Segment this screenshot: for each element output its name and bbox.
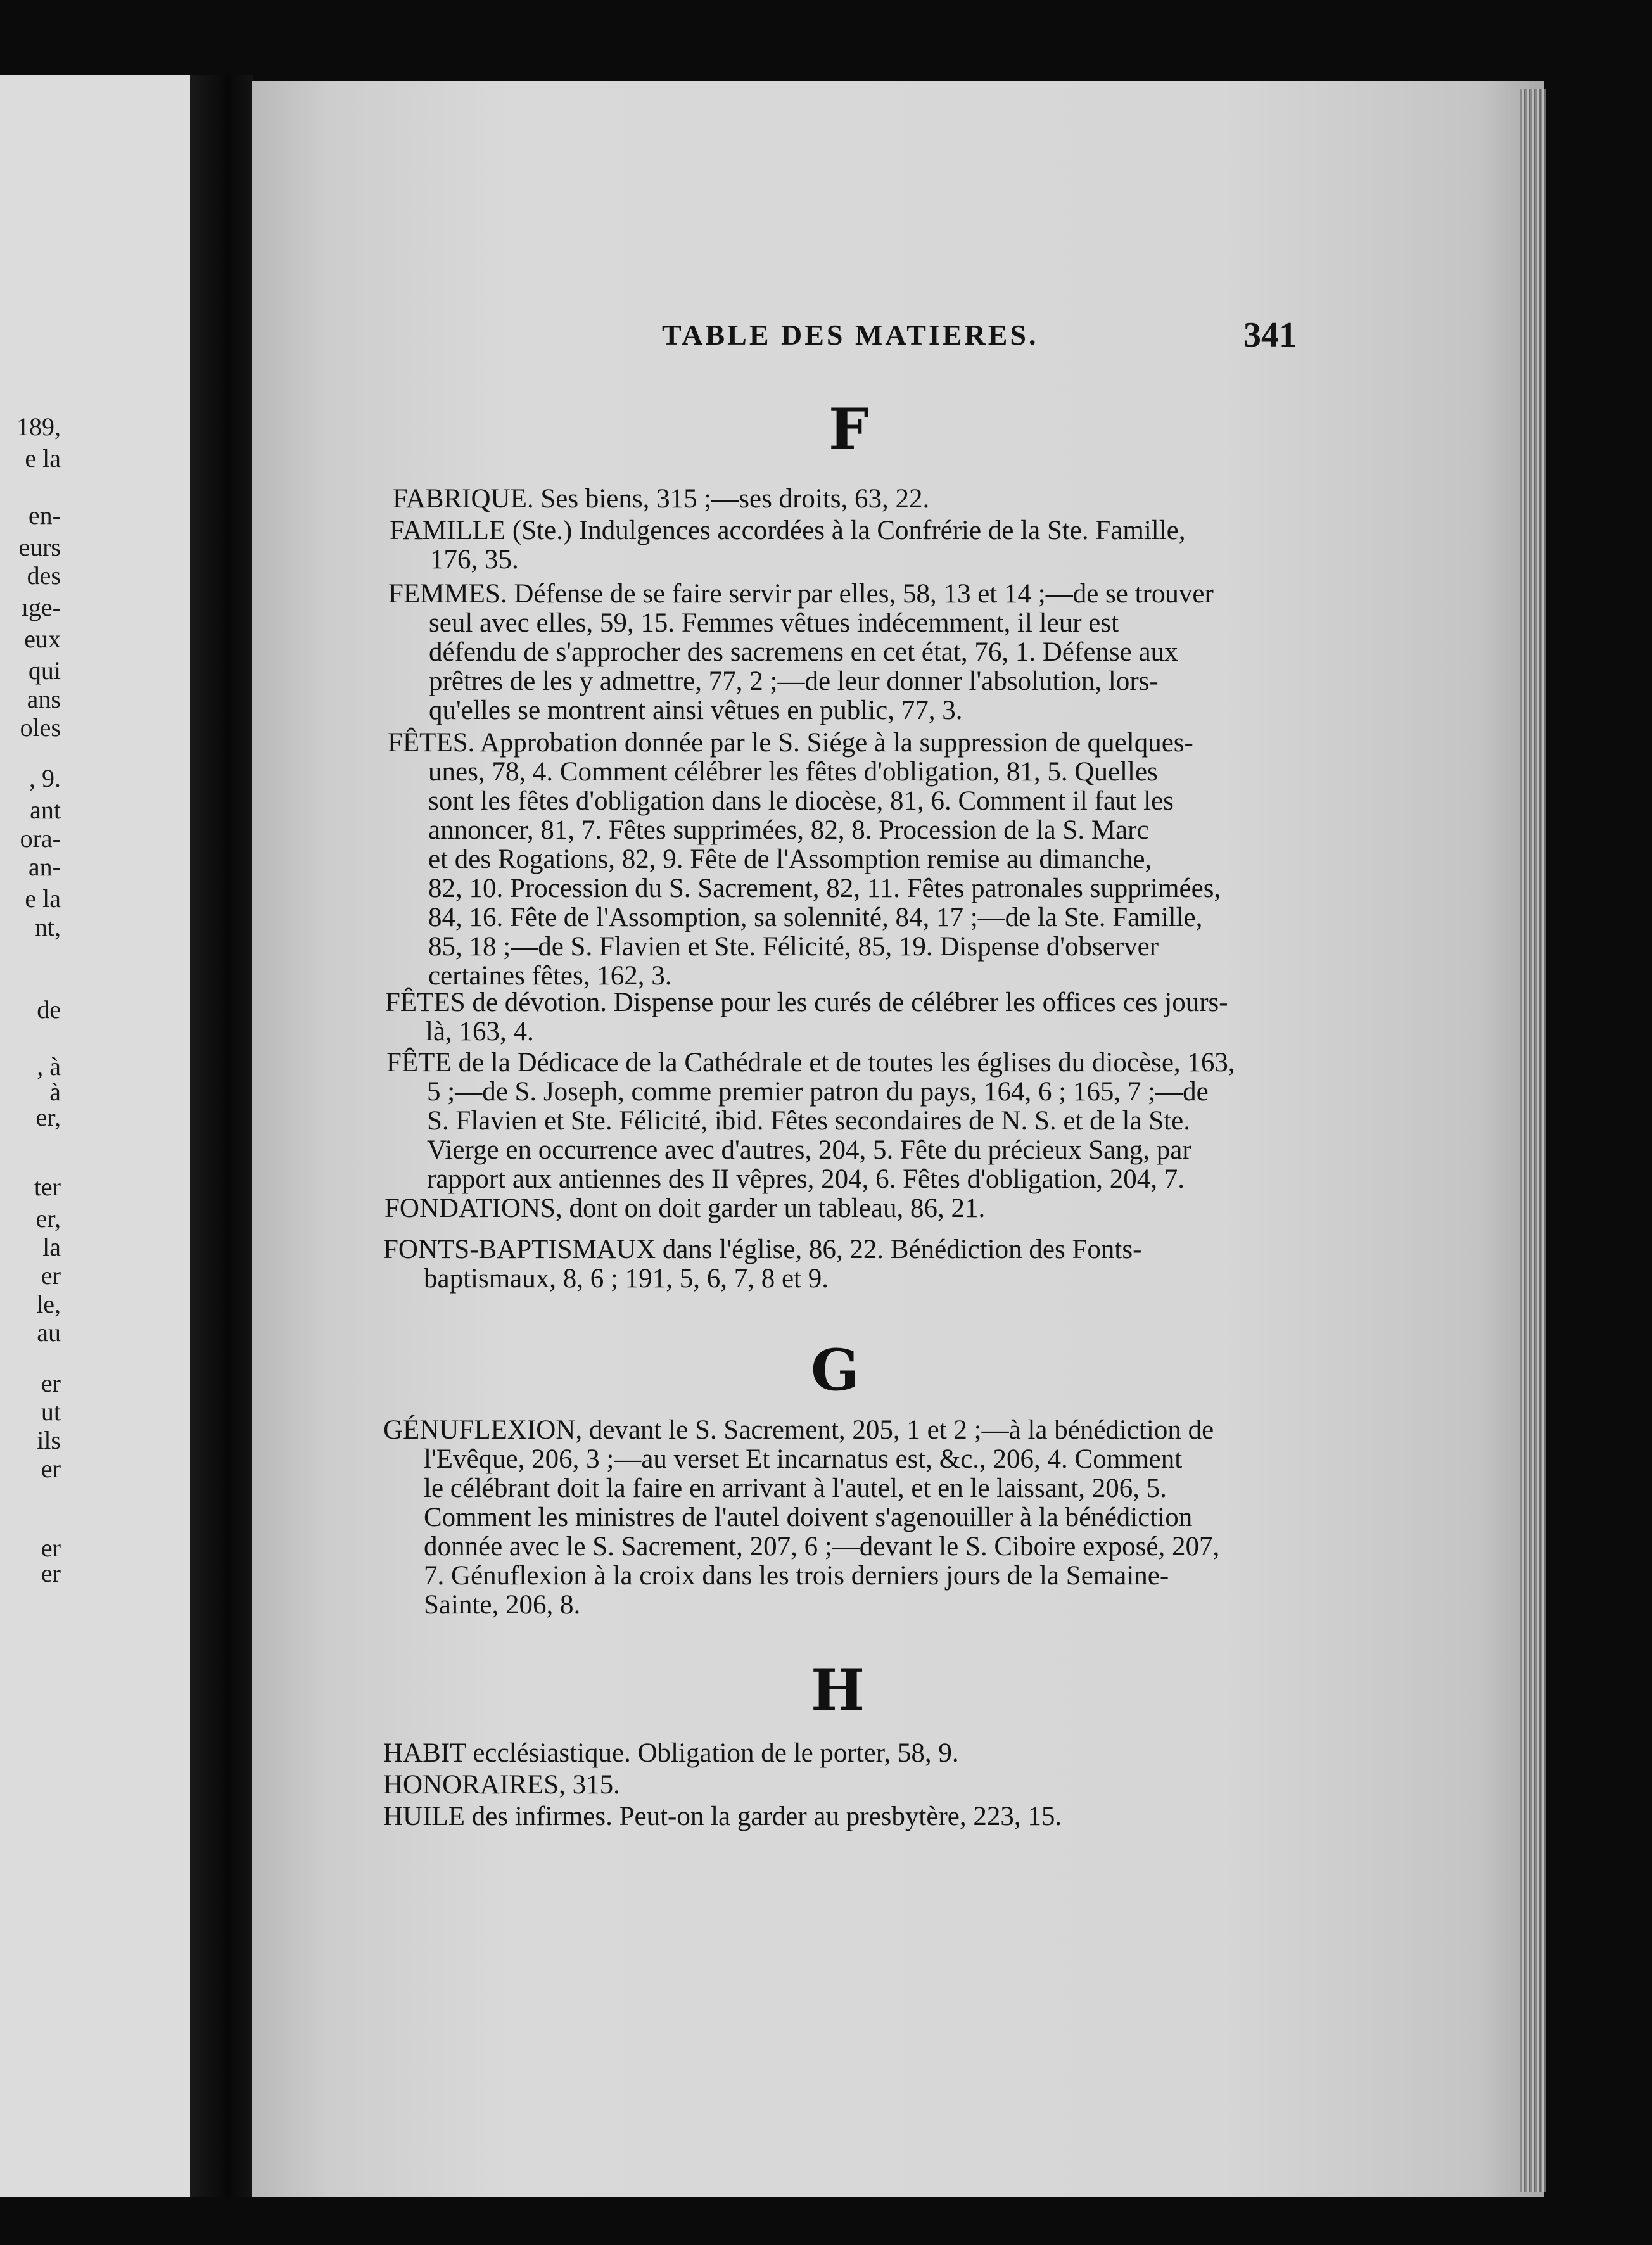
index-entry-line: l'Evêque, 206, 3 ;—au verset Et incarnatus est, &c., 206, 4. Comment bbox=[424, 1444, 1183, 1474]
left-page-text-fragment: ant bbox=[30, 796, 61, 824]
left-page-text-fragment: le, bbox=[36, 1290, 61, 1318]
left-page-text-fragment: à bbox=[49, 1078, 61, 1106]
left-page-text-fragment: e la bbox=[25, 884, 61, 913]
index-entry-line: certaines fêtes, 162, 3. bbox=[428, 961, 672, 991]
index-entry-line: HONORAIRES, 315. bbox=[383, 1770, 620, 1800]
index-entry-line: baptismaux, 8, 6 ; 191, 5, 6, 7, 8 et 9. bbox=[424, 1264, 829, 1294]
left-page-text-fragment: er bbox=[41, 1534, 61, 1562]
left-page-text-fragment: er, bbox=[35, 1103, 61, 1131]
index-entry-line: HUILE des infirmes. Peut-on la garder au presbytère, 223, 15. bbox=[383, 1802, 1062, 1831]
left-page-text-fragment: de bbox=[37, 995, 61, 1024]
index-entry-line: le célébrant doit la faire en arrivant à l'autel, et en le laissant, 206, 5. bbox=[424, 1473, 1167, 1503]
left-page-text-fragment: , à bbox=[37, 1052, 61, 1081]
index-entry bbox=[383, 1235, 1141, 1294]
index-entry-line: Comment les ministres de l'autel doivent s'agenouiller à la bénédiction bbox=[424, 1503, 1193, 1532]
left-page-text-fragment: la bbox=[42, 1233, 61, 1261]
left-page-text-fragment: des bbox=[27, 561, 61, 590]
left-page-text-fragment: er, bbox=[35, 1204, 61, 1233]
left-page-text-fragment: 189, bbox=[16, 412, 61, 441]
index-entry-line: FÊTES. Approbation donnée par le S. Siége à la suppression de quelques- bbox=[388, 728, 1193, 758]
left-page-text-fragment: nt, bbox=[34, 913, 61, 941]
left-page-text-fragment: eurs bbox=[18, 533, 61, 561]
index-entry-line: FONTS-BAPTISMAUX dans l'église, 86, 22. Bénédiction des Fonts- bbox=[383, 1235, 1142, 1264]
index-entry-line: unes, 78, 4. Comment célébrer les fêtes d'obligation, 81, 5. Quelles bbox=[428, 757, 1158, 787]
index-entry-line: là, 163, 4. bbox=[426, 1017, 534, 1046]
index-entry bbox=[383, 1416, 1219, 1620]
index-entry-line: 82, 10. Procession du S. Sacrement, 82, 11. Fêtes patronales supprimées, bbox=[428, 874, 1221, 903]
left-page-text-fragment: er bbox=[41, 1261, 61, 1290]
index-entry-line: Vierge en occurrence avec d'autres, 204, 5. Fête du précieux Sang, par bbox=[427, 1135, 1191, 1165]
index-entry bbox=[383, 1739, 959, 1768]
index-entry-line: donnée avec le S. Sacrement, 207, 6 ;—devant le S. Ciboire exposé, 207, bbox=[424, 1532, 1220, 1561]
index-entry-line: 84, 16. Fête de l'Assomption, sa solennité, 84, 17 ;—de la Ste. Famille, bbox=[428, 903, 1203, 932]
index-entry bbox=[385, 988, 1228, 1046]
index-entry-line: FÊTES de dévotion. Dispense pour les curés de célébrer les offices ces jours- bbox=[385, 988, 1228, 1017]
index-entry bbox=[383, 1802, 1062, 1831]
index-entry-line: défendu de s'approcher des sacremens en cet état, 76, 1. Défense aux bbox=[429, 637, 1178, 667]
left-page-text-fragment: eux bbox=[24, 625, 61, 653]
book-gutter bbox=[190, 75, 253, 2197]
index-entry bbox=[393, 485, 929, 514]
index-entry-line: HABIT ecclésiastique. Obligation de le porter, 58, 9. bbox=[383, 1738, 959, 1768]
left-page-text-fragment: er bbox=[41, 1454, 61, 1483]
left-page-text-fragment: en- bbox=[28, 501, 61, 530]
index-entry-line: prêtres de les y admettre, 77, 2 ;—de leur donner l'absolution, lors- bbox=[429, 666, 1159, 696]
index-entry bbox=[388, 580, 1214, 725]
page-number: 341 bbox=[1243, 315, 1297, 355]
left-page-text-fragment: ans bbox=[27, 685, 61, 713]
left-page-text-fragment: an- bbox=[28, 853, 61, 881]
left-page-text-fragment: er bbox=[41, 1559, 61, 1587]
left-page-fragment bbox=[0, 75, 190, 2197]
left-page-text-fragment: e la bbox=[25, 444, 61, 473]
index-entry-line: S. Flavien et Ste. Félicité, ibid. Fêtes secondaires de N. S. et de la Ste. bbox=[427, 1106, 1190, 1136]
index-entry-line: FABRIQUE. Ses biens, 315 ;—ses droits, 63, 22. bbox=[393, 484, 930, 514]
index-entry-line: annoncer, 81, 7. Fêtes supprimées, 82, 8. Procession de la S. Marc bbox=[428, 815, 1149, 845]
left-page-text-fragment: qui bbox=[28, 656, 61, 685]
index-entry-line: 85, 18 ;—de S. Flavien et Ste. Félicité, 85, 19. Dispense d'observer bbox=[428, 932, 1159, 962]
left-page-text-fragment: er bbox=[41, 1369, 61, 1397]
index-entry-line: 176, 35. bbox=[430, 545, 519, 575]
index-entry bbox=[390, 516, 1186, 575]
index-entry-line: FAMILLE (Ste.) Indulgences accordées à la Confrérie de la Ste. Famille, bbox=[390, 516, 1186, 545]
left-page-text-fragment: ter bbox=[34, 1173, 61, 1201]
index-entry bbox=[384, 1194, 985, 1223]
left-page-text-fragment: oles bbox=[20, 713, 61, 742]
running-title: TABLE DES MATIERES. bbox=[662, 319, 1039, 351]
left-page-text-fragment: ıge- bbox=[21, 593, 61, 621]
index-entry-line: FONDATIONS, dont on doit garder un tableau, 86, 21. bbox=[384, 1193, 986, 1223]
left-page-text-fragment: ut bbox=[41, 1397, 61, 1426]
index-entry bbox=[388, 728, 1221, 991]
index-entry-line: sont les fêtes d'obligation dans le diocèse, 81, 6. Comment il faut les bbox=[428, 786, 1174, 816]
left-page-text-fragment: ora- bbox=[20, 824, 61, 853]
index-entry-line: FÊTE de la Dédicace de la Cathédrale et de toutes les églises du diocèse, 163, bbox=[386, 1048, 1235, 1078]
index-entry-line: Sainte, 206, 8. bbox=[424, 1590, 581, 1620]
index-entry-line: FEMMES. Défense de se faire servir par elles, 58, 13 et 14 ;—de se trouver bbox=[388, 579, 1214, 609]
section-letter: G bbox=[811, 1337, 861, 1404]
left-page-text-fragment: au bbox=[37, 1318, 61, 1347]
index-entry-line: 7. Génuflexion à la croix dans les trois derniers jours de la Semaine- bbox=[424, 1561, 1169, 1591]
index-entry bbox=[383, 1771, 620, 1800]
left-page-text-fragment: ils bbox=[37, 1426, 61, 1454]
index-entry-line: rapport aux antiennes des II vêpres, 204, 6. Fêtes d'obligation, 204, 7. bbox=[427, 1164, 1185, 1194]
index-entry bbox=[386, 1048, 1235, 1194]
index-entry-line: 5 ;—de S. Joseph, comme premier patron du pays, 164, 6 ; 165, 7 ;—de bbox=[427, 1077, 1209, 1107]
page-edge bbox=[1520, 89, 1546, 2192]
section-letter: F bbox=[829, 396, 870, 463]
left-page-text-fragment: , 9. bbox=[29, 764, 61, 792]
index-entry-line: et des Rogations, 82, 9. Fête de l'Assomption remise au dimanche, bbox=[428, 844, 1152, 874]
section-letter: H bbox=[811, 1657, 867, 1724]
index-entry-line: qu'elles se montrent ainsi vêtues en public, 77, 3. bbox=[429, 696, 963, 725]
index-entry-line: seul avec elles, 59, 15. Femmes vêtues indécemment, il leur est bbox=[429, 608, 1119, 638]
index-entry-line: GÉNUFLEXION, devant le S. Sacrement, 205, 1 et 2 ;—à la bénédiction de bbox=[383, 1415, 1214, 1445]
